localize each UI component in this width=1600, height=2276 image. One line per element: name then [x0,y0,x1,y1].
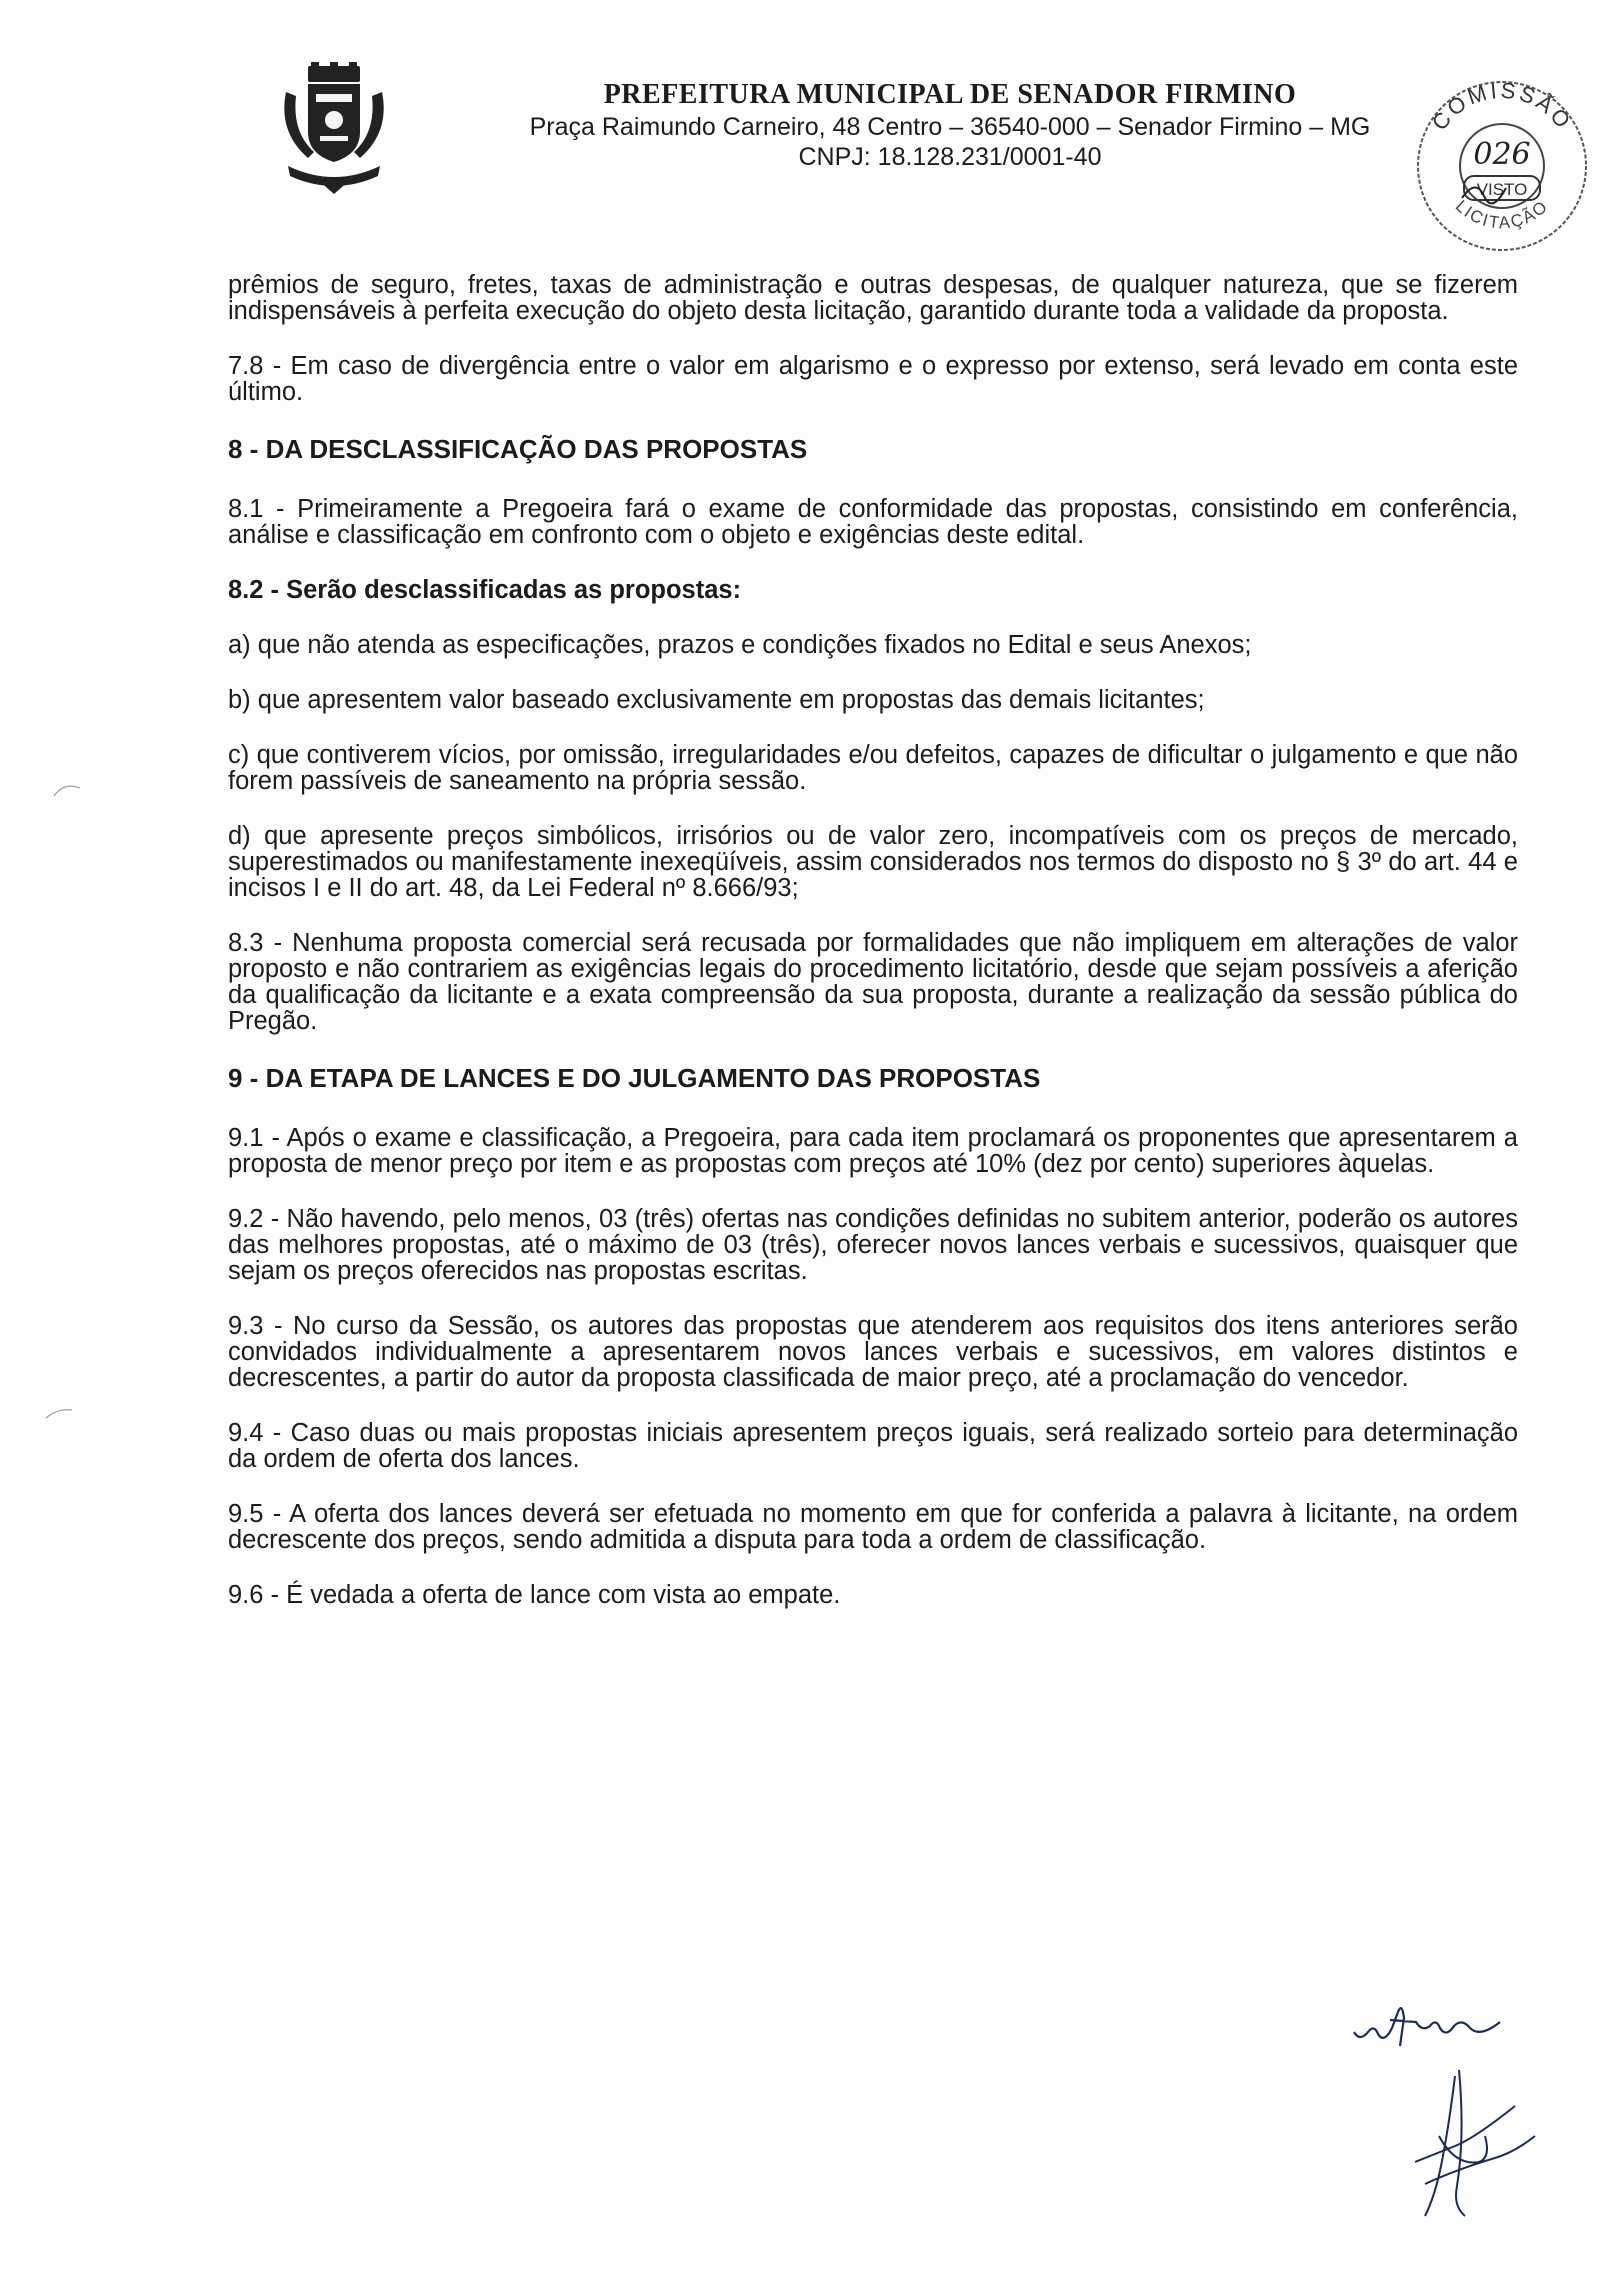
stamp-middle-text: VISTO [1476,180,1528,199]
commission-stamp-icon [1406,68,1596,258]
handwritten-initials-icon [1350,1998,1540,2058]
paragraph-8-2-a: a) que não atenda as especificações, prazos e condições fixados no Edital e seus Anexos; [228,631,1252,659]
svg-text:LICITAÇÃO [1452,196,1553,232]
handwritten-signature-icon [1395,2066,1545,2226]
paragraph-8-2-c: c) que contiverem vícios, por omissão, irregularidades e/ou defeitos, capazes de dificultar o julgamento e que não forem passíveis de saneamento na própria sessão. [228,741,1518,795]
svg-text:COMISSÃO [1427,78,1578,135]
paragraph-8-2-b: b) que apresentem valor baseado exclusivamente em propostas das demais licitantes; [228,686,1205,714]
paragraph-9-6: 9.6 - É vedada a oferta de lance com vista ao empate. [228,1581,841,1609]
paragraph-9-5: 9.5 - A oferta dos lances deverá ser efetuada no momento em que for conferida a palavra à licitante, na ordem decrescente dos preços, sendo admitida a disputa para toda a ordem de classificação. [228,1500,1518,1554]
paragraph-9-3: 9.3 - No curso da Sessão, os autores das propostas que atenderem aos requisitos dos itens anteriores serão convidados individualmente a apresentarem novos lances verbais e sucessivos, em valores distintos e decrescentes, a partir do autor da proposta classificada de maior preço, até a proclamação do vencedor. [228,1312,1518,1392]
letterhead-cnpj: CNPJ: 18.128.231/0001-40 [798,143,1102,171]
paragraph-9-4: 9.4 - Caso duas ou mais propostas iniciais apresentem preços iguais, será realizado sorteio para determinação da ordem de oferta dos lances. [228,1419,1518,1473]
letterhead-address: Praça Raimundo Carneiro, 48 Centro – 36540-000 – Senador Firmino – MG [529,113,1371,141]
paragraph-9-1: 9.1 - Após o exame e classificação, a Pregoeira, para cada item proclamará os proponentes que apresentarem a proposta de menor preço por item e as propostas com preços até 10% (dez por cento) superiores àquelas. [228,1124,1518,1178]
paragraph-8-1: 8.1 - Primeiramente a Pregoeira fará o exame de conformidade das propostas, consistindo em conferência, análise e classificação em confronto com o objeto e exigências deste edital. [228,495,1518,549]
section-heading-9: 9 - DA ETAPA DE LANCES E DO JULGAMENTO DAS PROPOSTAS [228,1063,1041,1093]
document-body [228,272,1518,1637]
letterhead-org-name: PREFEITURA MUNICIPAL DE SENADOR FIRMINO [603,79,1297,110]
paragraph-9-2: 9.2 - Não havendo, pelo menos, 03 (três) ofertas nas condições definidas no subitem anterior, poderão os autores das melhores propostas, até o máximo de 03 (três), oferecer novos lances verbais e sucessivos, quaisquer que sejam os preços oferecidos nas propostas escritas. [228,1205,1518,1285]
stamp-top-text: COMISSÃO [1426,77,1578,135]
margin-mark-icon [52,780,82,798]
paragraph-8-2-d: d) que apresente preços simbólicos, irrisórios ou de valor zero, incompatíveis com os preços de mercado, superestimados ou manifestamente inexeqüíveis, assim considerados nos termos do disposto no § 3º do art. 44 e incisos I e II do art. 48, da Lei Federal nº 8.666/93; [228,822,1518,902]
stamp-bottom-text: LICITAÇÃO [1451,196,1553,233]
stamp-number: 026 [1473,137,1531,172]
paragraph-7-8: 7.8 - Em caso de divergência entre o valor em algarismo e o expresso por extenso, será levado em conta este último. [228,352,1518,406]
municipal-crest-icon [278,62,390,194]
subheading-8-2: 8.2 - Serão desclassificadas as propostas: [228,576,742,604]
margin-mark-icon [44,1404,74,1422]
section-heading-8: 8 - DA DESCLASSIFICAÇÃO DAS PROPOSTAS [228,434,808,464]
letterhead [470,78,1430,172]
paragraph-intro: prêmios de seguro, fretes, taxas de administração e outras despesas, de qualquer natureza, que se fizerem indispensáveis à perfeita execução do objeto desta licitação, garantido durante toda a validade da proposta. [228,271,1518,325]
paragraph-8-3: 8.3 - Nenhuma proposta comercial será recusada por formalidades que não impliquem em alterações de valor proposto e não contrariem as exigências legais do procedimento licitatório, desde que sejam possíveis a aferição da qualificação da licitante e a exata compreensão da sua proposta, durante a realização da sessão pública do Pregão. [228,929,1518,1035]
